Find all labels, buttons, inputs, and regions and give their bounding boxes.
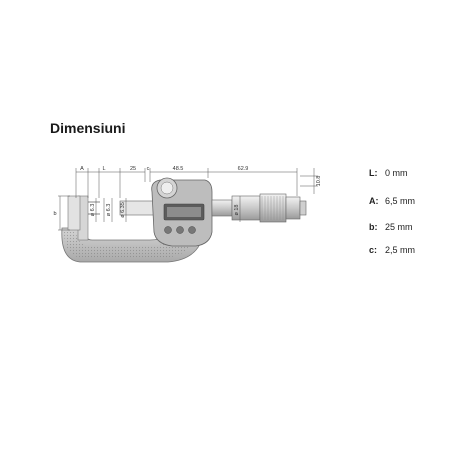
page-title: Dimensiuni — [50, 120, 126, 136]
dim-label-25: 25 — [129, 166, 137, 172]
dim-label-c: c — [146, 166, 150, 172]
spec-a-key: A: — [369, 196, 379, 206]
spec-b — [369, 222, 413, 232]
dim-label-l: L — [102, 166, 106, 172]
dim-label-a: A — [80, 166, 84, 172]
dim-label-62-9: 62.9 — [237, 166, 249, 172]
spec-c-value: 2,5 mm — [385, 245, 416, 255]
spec-c — [369, 245, 415, 255]
dim-label-dia-6-35: ø 6.35 — [120, 202, 126, 218]
spec-b-value: 25 mm — [385, 222, 413, 232]
dim-label-dia-6-3-b: ø 6.3 — [106, 203, 112, 217]
dim-label-10-8: 10.8 — [316, 175, 322, 187]
dim-label-dia-6-3: ø 6.3 — [90, 203, 96, 217]
dim-label-48-5: 48.5 — [172, 166, 184, 172]
spec-a-value: 6,5 mm — [385, 196, 416, 206]
spec-l — [369, 168, 408, 178]
dim-label-b: b — [53, 211, 57, 217]
spec-b-key: b: — [369, 222, 378, 232]
spec-l-key: L: — [369, 168, 378, 178]
spec-l-value: 0 mm — [385, 168, 408, 178]
display-housing — [152, 178, 212, 246]
spec-c-key: c: — [369, 245, 378, 255]
thimble-barrel — [212, 194, 306, 222]
spec-a — [369, 196, 415, 206]
dim-label-dia-18: ø 18 — [234, 204, 240, 216]
